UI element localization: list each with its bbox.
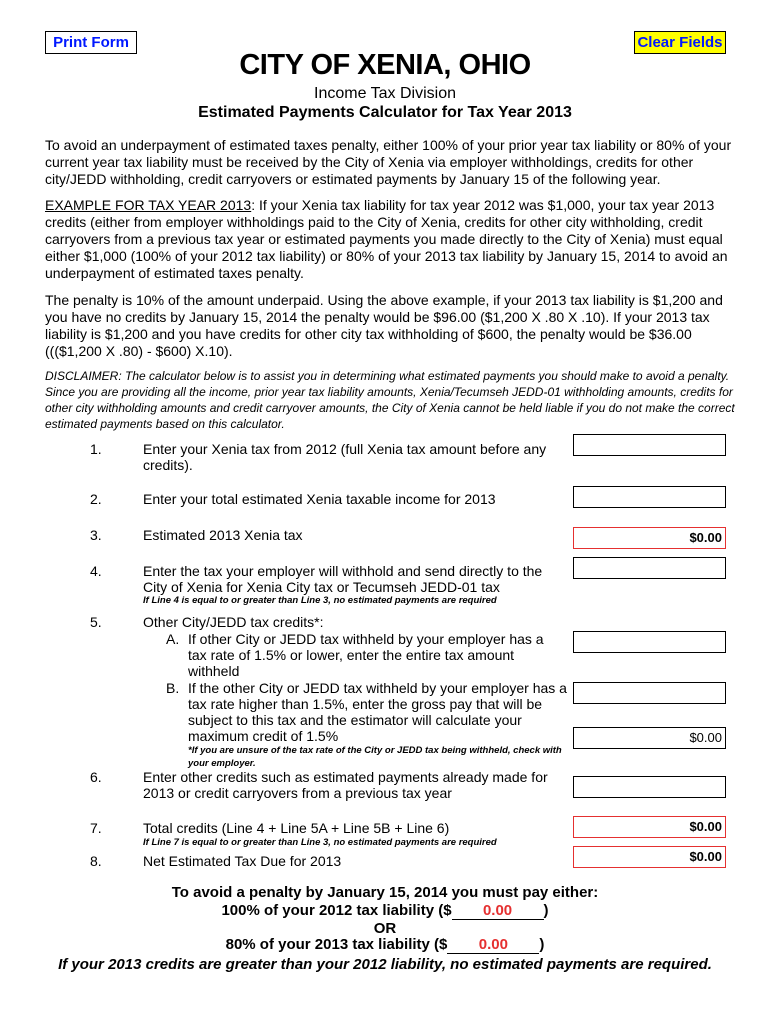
example-label: EXAMPLE FOR TAX YEAR 2013 xyxy=(45,197,252,213)
example-text: : If your Xenia tax liability for tax year 2012 was $1,000, your tax year 2013 credits (either from employer withholdings paid to the City of Xenia, credits for other city withholding, credit carryovers from a previous tax year or estimated payments you made directly to the City of Xenia) must equal either $1,000 (100% of your 2012 tax liability) or 80% of your 2013 tax liability by January 15, 2014 to avoid an underpayment of estimated taxes penalty. xyxy=(45,197,728,281)
division-subtitle: Income Tax Division xyxy=(314,85,456,102)
line-4-note: If Line 4 is equal to or greater than Line 3, no estimated payments are required xyxy=(143,595,497,606)
option-2-text: 80% of your 2013 tax liability ($ xyxy=(225,936,448,953)
summary-heading: To avoid a penalty by January 15, 2014 you must pay either: xyxy=(171,884,599,901)
summary-or: OR xyxy=(373,920,397,937)
option-2-close: ) xyxy=(539,936,545,953)
line-2-label: Enter your total estimated Xenia taxable income for 2013 xyxy=(143,491,496,507)
line-4-number: 4. xyxy=(90,563,102,579)
line-6-label: Enter other credits such as estimated payments already made for 2013 or credit carryovers from a previous tax year xyxy=(143,769,548,801)
line-7-label: Total credits (Line 4 + Line 5A + Line 5B + Line 6) xyxy=(143,820,450,836)
line-5-label: Other City/JEDD tax credits*: xyxy=(143,614,324,630)
line-5b-input[interactable] xyxy=(573,682,726,704)
intro-paragraph: To avoid an underpayment of estimated taxes penalty, either 100% of your prior year tax liability or 80% of your current year tax liability must be received by the City of Xenia via employer withholdings, credits for other city/JEDD withholding, credit carryovers or estimated payments by January 15 of the following year. xyxy=(45,137,732,187)
line-5b-label: If the other City or JEDD tax withheld by your employer has a tax rate higher than 1.5%, enter the gross pay that will be subject to this tax and the estimator will calculate your maximum credit of 1.5% xyxy=(188,680,567,744)
line-1-label: Enter your Xenia tax from 2012 (full Xenia tax amount before any credits). xyxy=(143,441,547,473)
summary-footer: If your 2013 credits are greater than your 2012 liability, no estimated payments are required. xyxy=(58,956,712,973)
option-1-text: 100% of your 2012 tax liability ($ xyxy=(221,902,452,919)
penalty-paragraph: The penalty is 10% of the amount underpaid. Using the above example, if your 2013 tax liability is $1,200 and you have no credits by January 15, 2014 the penalty would be $96.00 ($1,200 X .80 X .10). If your 2013 tax liability is $1,200 and you have credits for other city tax withholding of $600, the penalty would be $36.00 ((($1,200 X .80) - $600) X.10). xyxy=(45,292,723,359)
line-4-input[interactable] xyxy=(573,557,726,579)
line-3-number: 3. xyxy=(90,527,102,543)
line-5a-letter: A. xyxy=(166,631,180,647)
line-5-number: 5. xyxy=(90,614,102,630)
line-7-note: If Line 7 is equal to or greater than Line 3, no estimated payments are required xyxy=(143,837,497,848)
line-1-input[interactable] xyxy=(573,434,726,456)
line-8-result: $0.00 xyxy=(573,846,726,868)
calculator-title: Estimated Payments Calculator for Tax Year 2013 xyxy=(198,104,572,121)
line-7-number: 7. xyxy=(90,820,102,836)
line-3-result: $0.00 xyxy=(573,527,726,549)
line-8-label: Net Estimated Tax Due for 2013 xyxy=(143,853,342,869)
line-8-number: 8. xyxy=(90,853,102,869)
summary-option-2 xyxy=(0,936,770,954)
option-1-close: ) xyxy=(543,902,549,919)
line-5a-input[interactable] xyxy=(573,631,726,653)
line-2-input[interactable] xyxy=(573,486,726,508)
line-2-number: 2. xyxy=(90,491,102,507)
option-2-value: 0.00 xyxy=(447,937,539,954)
line-6-number: 6. xyxy=(90,769,102,785)
disclaimer: DISCLAIMER: The calculator below is to assist you in determining what estimated payments you should make to avoid a penalty. Since you are providing all the income, prior year tax liability amounts, Xenia/Tecumseh JEDD-01 withholding amounts, credits for other city withholding amounts and credit carryover amounts, the City of Xenia cannot be held liable if you do not make the correct estimated payments based on this calculator. xyxy=(45,369,735,431)
page-title: CITY OF XENIA, OHIO xyxy=(239,49,531,81)
line-5a-label: If other City or JEDD tax withheld by your employer has a tax rate of 1.5% or lower, enter the entire tax amount withheld xyxy=(188,631,544,679)
clear-fields-button[interactable]: Clear Fields xyxy=(634,31,726,54)
line-5b-result: $0.00 xyxy=(573,727,726,749)
line-1-number: 1. xyxy=(90,441,102,457)
summary-option-1 xyxy=(0,902,770,920)
option-1-value: 0.00 xyxy=(452,903,544,920)
line-7-result: $0.00 xyxy=(573,816,726,838)
line-5-note: *If you are unsure of the tax rate of the City or JEDD tax being withheld, check with your employer. xyxy=(188,745,562,769)
line-6-input[interactable] xyxy=(573,776,726,798)
line-5b-letter: B. xyxy=(166,680,180,696)
line-4-label: Enter the tax your employer will withhold and send directly to the City of Xenia for Xenia City tax or Tecumseh JEDD-01 tax xyxy=(143,563,543,595)
example-paragraph xyxy=(45,197,735,282)
line-3-label: Estimated 2013 Xenia tax xyxy=(143,527,303,543)
print-form-button[interactable]: Print Form xyxy=(45,31,137,54)
